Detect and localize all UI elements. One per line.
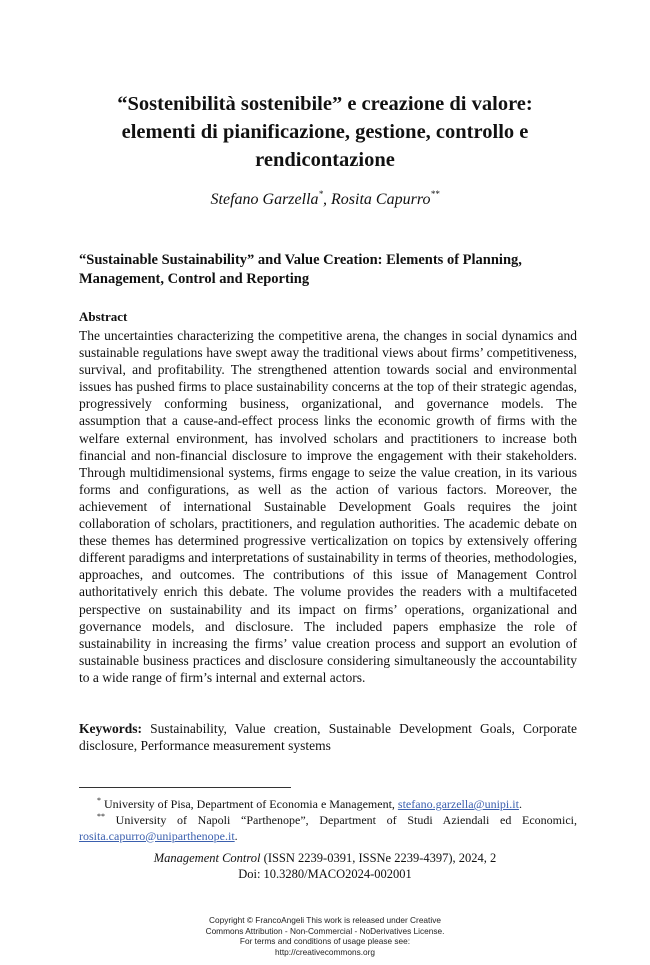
title-line-3: rendicontazione xyxy=(255,149,395,171)
email-link[interactable]: rosita.capurro@uniparthenope.it xyxy=(79,828,235,843)
abstract-body: The uncertainties characterizing the competitive arena, the changes in social dynamics and sustainable regulations have swept away the traditional views about firms’ competitiveness, survival, and profitability. The strengthened attention towards social and environmental issues has pushed firms to place sustainability concerns at the top of their strategic agendas, progressively conforming business, organizational, and governance models. The assumption that a cause-and-effect process links the economic growth of firms with the welfare external environment, has involved scholars and practitioners to increase both financial and non-financial disclosure to improve the engagement with their stakeholders. Through multidimensional systems, firms engage to seize the value creation, in its various forms and configurations, as well as the action of various factors. Moreover, the achievement of international Sustainable Development Goals requires the joint collaboration of scholars, practitioners, and regulation authorities. The academic debate on these themes has determined progressive verticalization on topics by extensively offering different paradigms and interpretations of sustainability in terms of theories, methodologies, approaches, and outcomes. The contributions of this issue of Management Control authoritatively enrich this debate. The volume provides the readers with a multifaceted perspective on sustainability and its impact on firms’ operations, organizational and governance models, and disclosure. The included papers emphasize the role of sustainability in increasing the firms’ value creation process and support an evolution of sustainable business practices and disclosure considering simultaneously the accountability to a wide range of firm’s internal and external actors. xyxy=(79,328,577,685)
license-line: For terms and conditions of usage please see: xyxy=(239,936,411,947)
title-line-2: elementi di pianificazione, gestione, controllo e xyxy=(121,121,529,143)
footnote-affiliation: University of Napoli “Parthenope”, Department of Studi Aziendali ed Economici, xyxy=(105,813,577,827)
footnote-marker: * xyxy=(97,796,101,805)
footnote-end: . xyxy=(234,828,238,843)
license-notice xyxy=(150,915,500,957)
paper-title-italian xyxy=(60,90,590,174)
paper-title-english xyxy=(79,251,577,289)
license-url[interactable]: http://creativecommons.org xyxy=(274,946,376,957)
journal-name: Management Control xyxy=(153,851,261,865)
en-title-line-1: “Sustainable Sustainability” and Value Creation: Elements of Planning, xyxy=(79,252,522,268)
doi: Doi: 10.3280/MACO2024-002001 xyxy=(238,866,412,881)
email-link[interactable]: stefano.garzella@unipi.it xyxy=(397,797,519,811)
footnote-marker: ** xyxy=(97,812,105,821)
footnote-marker: * xyxy=(318,189,324,199)
footnote-2 xyxy=(79,813,577,844)
author-list xyxy=(60,190,590,210)
footnote-end: . xyxy=(518,797,522,811)
footnote-marker: ** xyxy=(430,189,440,199)
keywords-label: Keywords: xyxy=(79,721,142,736)
title-line-1: “Sostenibilità sostenibile” e creazione di valore: xyxy=(117,93,533,115)
footnote-1 xyxy=(79,797,577,813)
footnote-affiliation: University of Pisa, Department of Economia e Management, xyxy=(101,797,398,811)
footnote-divider xyxy=(79,787,291,788)
author-name: Rosita Capurro xyxy=(331,191,431,208)
journal-details: (ISSN 2239-0391, ISSNe 2239-4397), 2024, 2 xyxy=(260,851,497,865)
author-name: Stefano Garzella xyxy=(210,191,319,208)
journal-line xyxy=(60,851,590,867)
license-line: Commons Attribution - Non-Commercial - NoDerivatives License. xyxy=(205,925,445,936)
en-title-line-2: Management, Control and Reporting xyxy=(79,271,310,287)
keywords-list: Sustainability, Value creation, Sustainable Development Goals, Corporate disclosure, Performance measurement systems xyxy=(79,721,577,754)
author-separator: , xyxy=(323,191,332,208)
journal-citation xyxy=(60,851,590,882)
keywords xyxy=(79,720,577,754)
abstract-heading: Abstract xyxy=(79,309,128,324)
license-line: Copyright © FrancoAngeli This work is released under Creative xyxy=(209,915,441,925)
